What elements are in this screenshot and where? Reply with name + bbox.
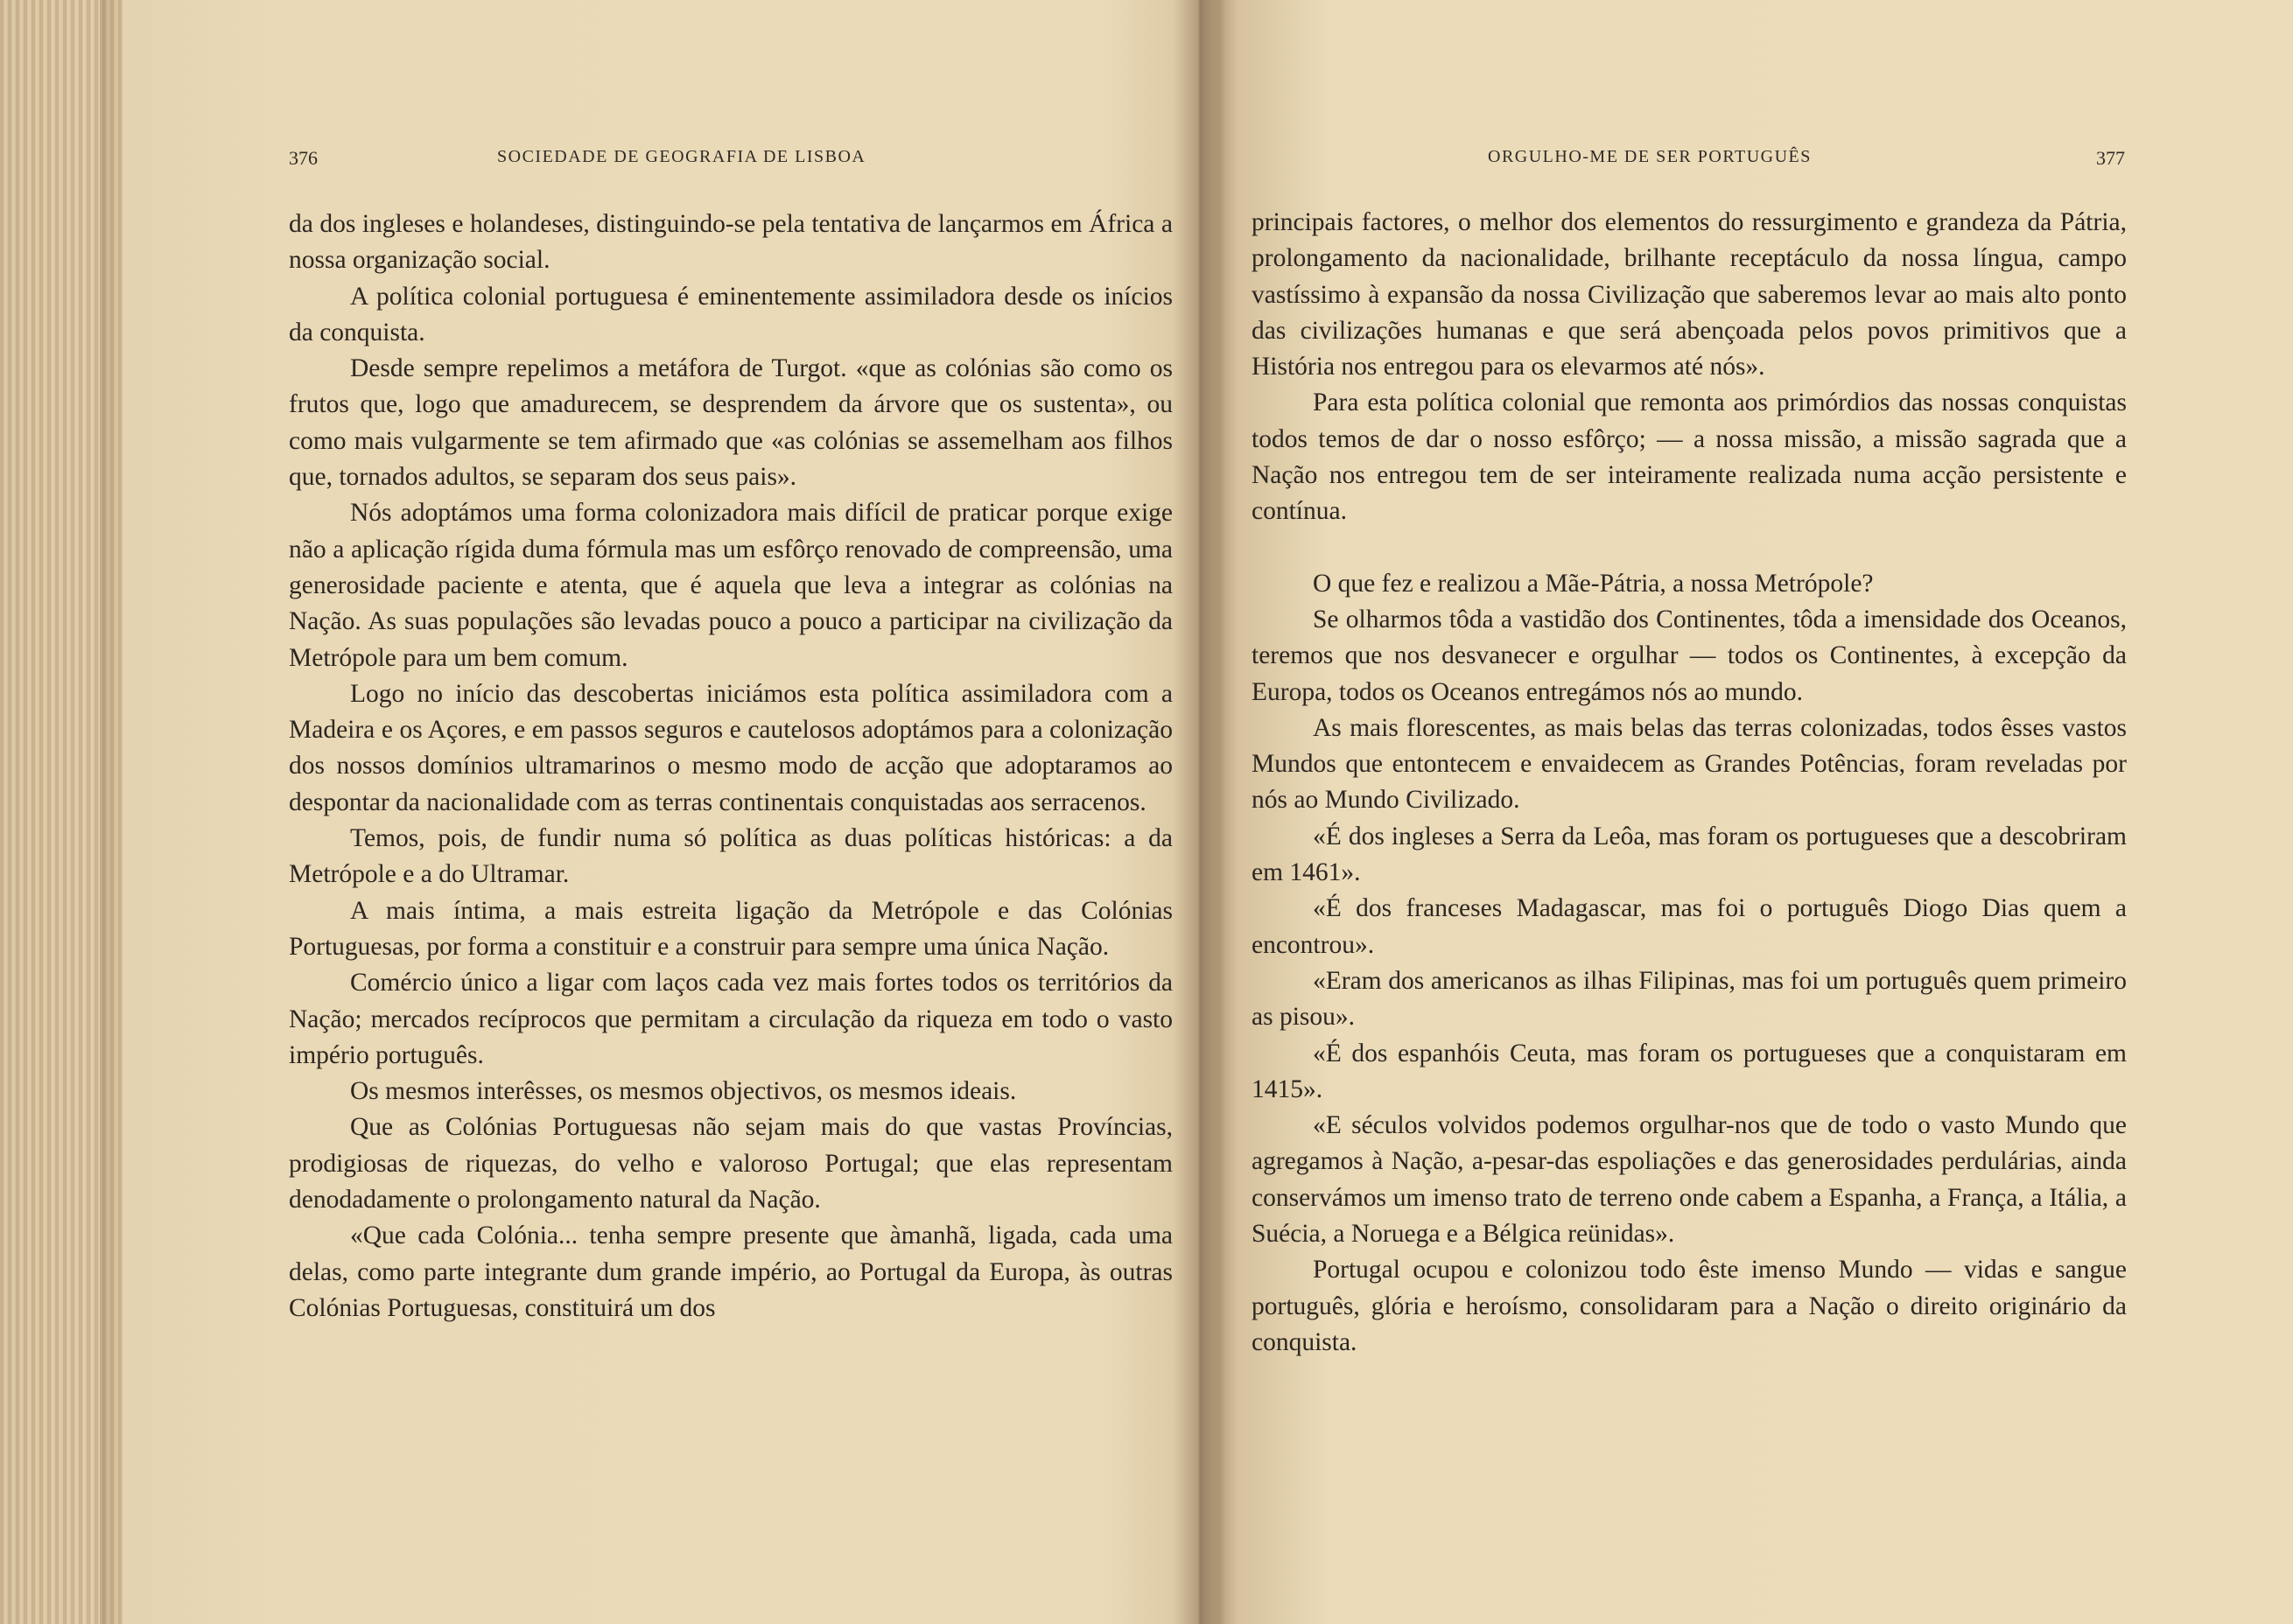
right-paragraph-4: Se olharmos tôda a vastidão dos Continentes, tôda a imensidade dos Oceanos, teremos que nos desvanecer e orgulhar — todos os Continentes, à excepção da Europa, todos os Oceanos entregámos nós ao mundo.: [1252, 605, 2127, 706]
page-stack-edges: [0, 0, 123, 1624]
left-paragraph-7: A mais íntima, a mais estreita ligação da Metrópole e das Colónias Portuguesas, por forma a constituir e a construir para sempre uma única Nação.: [289, 896, 1173, 961]
left-paragraph-1: da dos ingleses e holandeses, distinguindo-se pela tentativa de lançarmos em África a nossa organização social.: [289, 210, 1173, 275]
right-running-head: [1252, 147, 2127, 175]
right-paragraph-10: «E séculos volvidos podemos orgulhar-nos que de todo o vasto Mundo que agregamos à Nação, a-pesar-das espoliações e das generosidades perdulárias, ainda conservámos um imenso trato de terreno onde cabem a Espanha, a França, a Itália, a Suécia, a Noruega e a Bélgica reünidas».: [1252, 1111, 2127, 1249]
left-paragraph-5: Logo no início das descobertas iniciámos esta política assimiladora com a Madeira e os Açores, e em passos seguros e cautelosos adoptámos para a colonização dos nossos domínios ultramarinos o mesmo modo de acção que adoptaramos ao despontar da nacionalidade com as terras continentais conquistadas aos serracenos.: [289, 679, 1173, 816]
right-paragraph-1: principais factores, o melhor dos elementos do ressurgimento e grandeza da Pátria, prolongamento da nacionalidade, brilhante receptáculo da nossa língua, campo vastíssimo à expansão da nossa Civilização que saberemos levar ao mais alto ponto das civilizações humanas e que será abençoada pelos povos primitivos que a História nos entregou para os elevarmos até nós».: [1252, 208, 2127, 382]
right-paragraph-2: Para esta política colonial que remonta aos primórdios das nossas conquistas todos temos de dar o nosso esfôrço; — a nossa missão, a missão sagrada que a Nação nos entregou tem de ser inteiramente realizada numa acção persistente e contínua.: [1252, 388, 2127, 526]
left-page: [289, 0, 1173, 1624]
left-page-body: [289, 206, 1173, 1326]
right-paragraph-11: Portugal ocupou e colonizou todo êste imenso Mundo — vidas e sangue português, glória e heroísmo, consolidaram para a Nação o direito originário da conquista.: [1252, 1256, 2127, 1356]
right-paragraph-6: «É dos ingleses a Serra da Leôa, mas foram os portugueses que a descobriram em 1461».: [1252, 822, 2127, 887]
book-gutter: [1173, 0, 1225, 1624]
right-paragraph-7: «É dos franceses Madagascar, mas foi o português Diogo Dias quem a encontrou».: [1252, 894, 2127, 959]
left-paragraph-9: Os mesmos interêsses, os mesmos objectivos, os mesmos ideais.: [350, 1077, 1017, 1106]
left-paragraph-11: «Que cada Colónia... tenha sempre presente que àmanhã, ligada, cada uma delas, como parte integrante dum grande império, ao Portugal da Europa, às outras Colónias Portuguesas, constituirá um dos: [289, 1222, 1173, 1322]
right-page: [1252, 0, 2127, 1624]
right-page-number: 377: [2096, 147, 2125, 169]
left-paragraph-10: Que as Colónias Portuguesas não sejam mais do que vastas Províncias, prodigiosas de riquezas, do velho e valoroso Portugal; que elas representam denodadamente o prolongamento natural da Nação.: [289, 1113, 1173, 1214]
right-running-title: ORGULHO-ME DE SER PORTUGUÊS: [1488, 147, 1812, 166]
left-paragraph-8: Comércio único a ligar com laços cada vez mais fortes todos os territórios da Nação; mercados recíprocos que permitam a circulação da riqueza em todo o vasto império português.: [289, 969, 1173, 1069]
right-paragraph-5: As mais florescentes, as mais belas das terras colonizadas, todos êsses vastos Mundos que entontecem e envaidecem as Grandes Potências, foram reveladas por nós ao Mundo Civilizado.: [1252, 713, 2127, 815]
left-page-number: 376: [289, 147, 318, 169]
left-running-title: SOCIEDADE DE GEOGRAFIA DE LISBOA: [497, 147, 866, 166]
left-paragraph-3: Desde sempre repelimos a metáfora de Turgot. «que as colónias são como os frutos que, logo que amadurecem, se desprendem da árvore que os sustenta», ou como mais vulgarmente se tem afirmado que «as colónias se assemelham aos filhos que, tornados adultos, se separam dos seus pais».: [289, 354, 1173, 492]
left-paragraph-6: Temos, pois, de fundir numa só política as duas políticas históricas: a da Metrópole e a do Ultramar.: [289, 824, 1173, 889]
right-paragraph-3: O que fez e realizou a Mãe-Pátria, a nossa Metrópole?: [1313, 569, 1874, 598]
right-page-body: [1252, 205, 2127, 1361]
right-paragraph-8: «Eram dos americanos as ilhas Filipinas, mas foi um português quem primeiro as pisou».: [1252, 966, 2127, 1032]
left-paragraph-4: Nós adoptámos uma forma colonizadora mais difícil de praticar porque exige não a aplicação rígida duma fórmula mas um esfôrço renovado de compreensão, uma generosidade paciente e atenta, que é aquela que leva a integrar as colónias na Nação. As suas populações são levadas pouco a pouco a participar na civilização da Metrópole para um bem comum.: [289, 499, 1173, 672]
left-running-head: [289, 147, 1173, 175]
left-paragraph-2: A política colonial portuguesa é eminentemente assimiladora desde os inícios da conquista.: [289, 282, 1173, 346]
right-paragraph-9: «É dos espanhóis Ceuta, mas foram os portugueses que a conquistaram em 1415».: [1252, 1039, 2127, 1103]
